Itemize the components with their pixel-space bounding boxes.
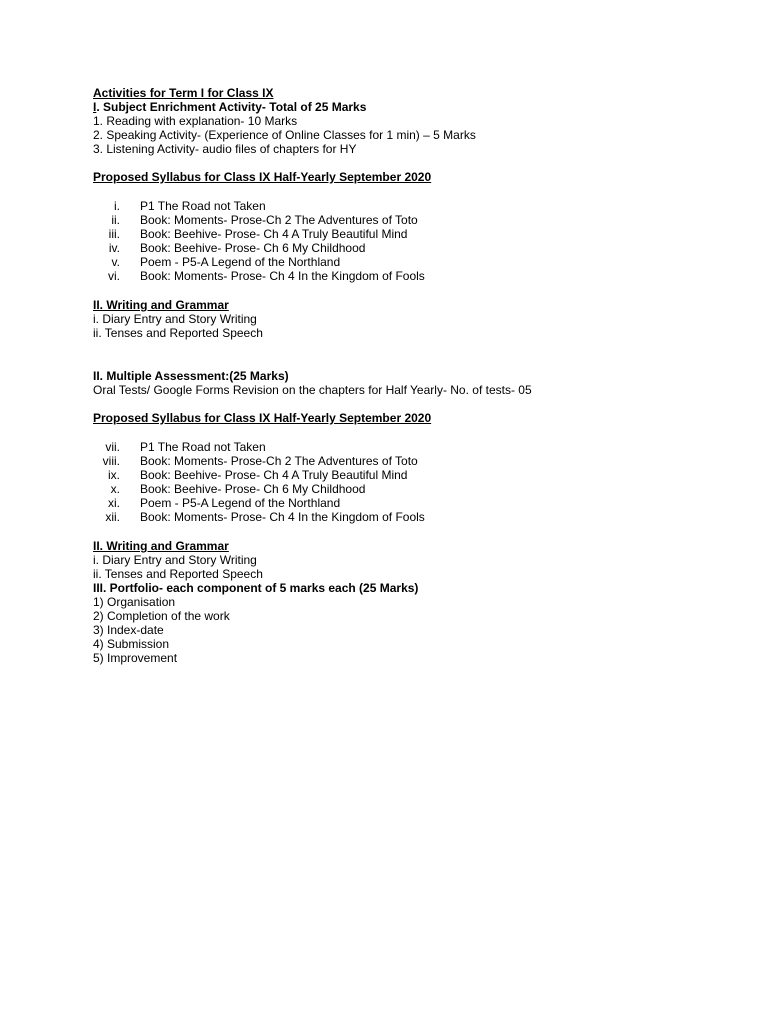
list-number: iii.: [108, 227, 120, 241]
list-text: Book: Beehive- Prose- Ch 4 A Truly Beautiful Mind: [140, 468, 408, 482]
list-text: Book: Beehive- Prose- Ch 4 A Truly Beautiful Mind: [140, 227, 408, 241]
list-text: Book: Beehive- Prose- Ch 6 My Childhood: [140, 241, 366, 255]
list-item: [93, 468, 733, 482]
list-number: i.: [114, 199, 120, 213]
list-text: Book: Moments- Prose- Ch 4 In the Kingdom of Fools: [140, 510, 425, 524]
section1-heading-prefix: I: [93, 100, 97, 114]
list-number: vi.: [108, 269, 120, 283]
portfolio-heading: III. Portfolio- each component of 5 marks each (25 Marks): [93, 581, 419, 595]
list-text: Book: Moments- Prose- Ch 4 In the Kingdom of Fools: [140, 269, 425, 283]
document-title: Activities for Term I for Class IX: [93, 86, 274, 100]
portfolio-item: 4) Submission: [93, 637, 170, 651]
portfolio-item: 2) Completion of the work: [93, 609, 230, 623]
list-number: xii.: [105, 510, 120, 524]
list-text: Poem - P5-A Legend of the Northland: [140, 496, 341, 510]
list-number: x.: [110, 482, 120, 496]
section1-item: 1. Reading with explanation- 10 Marks: [93, 114, 298, 128]
portfolio-item: 1) Organisation: [93, 595, 176, 609]
list-text: Book: Beehive- Prose- Ch 6 My Childhood: [140, 482, 366, 496]
list-item: [93, 255, 733, 269]
list-item: [93, 241, 733, 255]
multiple-assessment-text: Oral Tests/ Google Forms Revision on the chapters for Half Yearly- No. of tests- 05: [93, 383, 532, 397]
multiple-assessment-heading: II. Multiple Assessment:(25 Marks): [93, 369, 289, 383]
section1-heading: [93, 100, 733, 114]
syllabus-list: [93, 199, 733, 283]
list-number: viii.: [102, 454, 120, 468]
list-text: Poem - P5-A Legend of the Northland: [140, 255, 341, 269]
writing-item: ii. Tenses and Reported Speech: [93, 567, 263, 581]
list-number: xi.: [108, 496, 120, 510]
list-text: Book: Moments- Prose-Ch 2 The Adventures of Toto: [140, 454, 418, 468]
list-item: [93, 227, 733, 241]
portfolio-item: 5) Improvement: [93, 651, 178, 665]
portfolio-item: 3) Index-date: [93, 623, 164, 637]
list-number: iv.: [108, 241, 120, 255]
writing-grammar-heading: II. Writing and Grammar: [93, 539, 229, 553]
list-item: [93, 496, 733, 510]
list-number: ii.: [111, 213, 120, 227]
list-item: [93, 199, 733, 213]
writing-item: i. Diary Entry and Story Writing: [93, 312, 257, 326]
list-item: [93, 510, 733, 524]
writing-item: ii. Tenses and Reported Speech: [93, 326, 263, 340]
list-number: vii.: [105, 440, 120, 454]
list-number: v.: [111, 255, 120, 269]
writing-grammar-heading: II. Writing and Grammar: [93, 298, 229, 312]
document-page: [93, 86, 733, 665]
syllabus-heading: Proposed Syllabus for Class IX Half-Yearly September 2020: [93, 170, 432, 184]
section1-item: 3. Listening Activity- audio files of chapters for HY: [93, 142, 357, 156]
section1-item: 2. Speaking Activity- (Experience of Online Classes for 1 min) – 5 Marks: [93, 128, 476, 142]
list-item: [93, 454, 733, 468]
list-item: [93, 213, 733, 227]
list-item: [93, 482, 733, 496]
list-text: P1 The Road not Taken: [140, 199, 266, 213]
section1-heading-rest: . Subject Enrichment Activity- Total of 25 Marks: [96, 100, 367, 114]
list-text: P1 The Road not Taken: [140, 440, 266, 454]
syllabus-list: [93, 440, 733, 524]
writing-item: i. Diary Entry and Story Writing: [93, 553, 257, 567]
list-number: ix.: [108, 468, 120, 482]
list-item: [93, 269, 733, 283]
list-text: Book: Moments- Prose-Ch 2 The Adventures of Toto: [140, 213, 418, 227]
syllabus-heading: Proposed Syllabus for Class IX Half-Yearly September 2020: [93, 411, 432, 425]
list-item: [93, 440, 733, 454]
